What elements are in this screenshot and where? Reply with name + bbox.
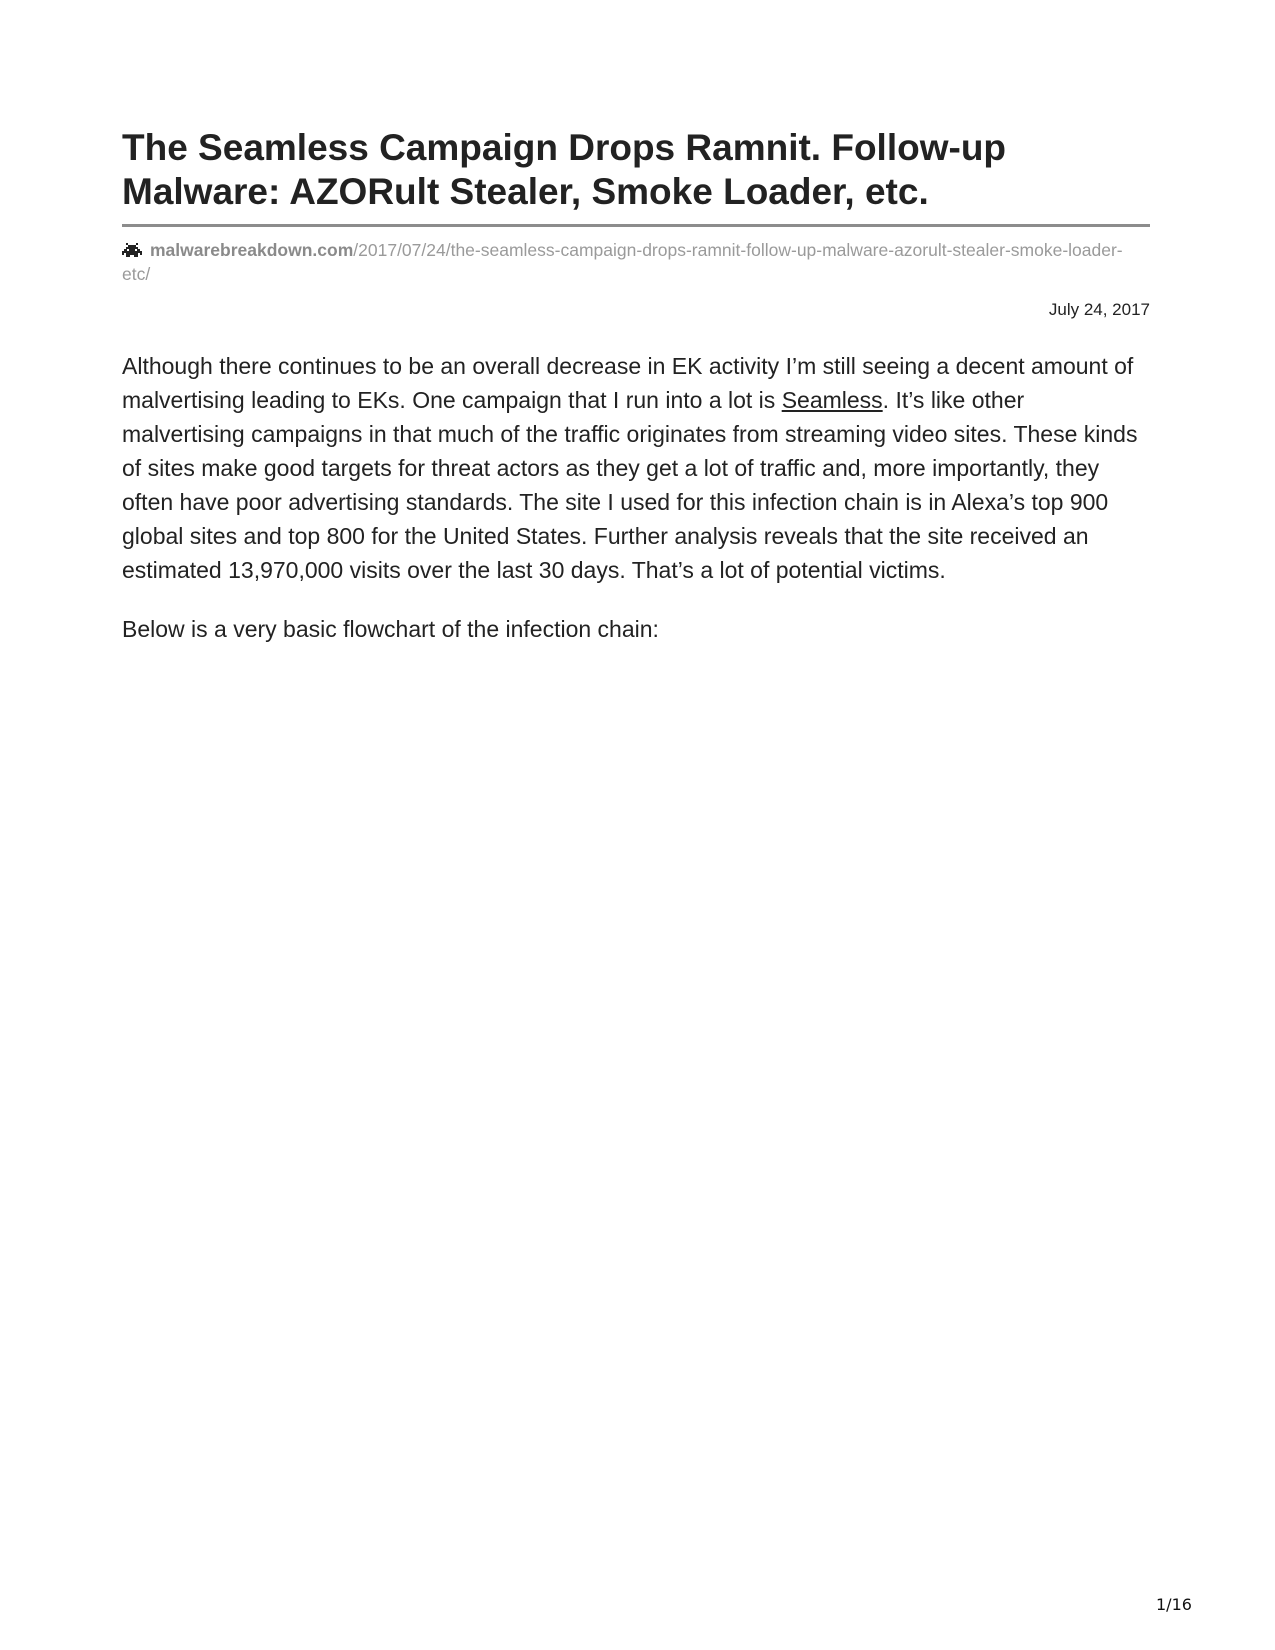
- title-divider: [122, 224, 1150, 227]
- article-title: The Seamless Campaign Drops Ramnit. Follow-up Malware: AZORult Stealer, Smoke Loader, etc.: [122, 127, 1007, 212]
- source-path: /2017/07/24/the-seamless-campaign-drops-ramnit-follow-up-malware-azorult-stealer-smoke-loader-etc/: [122, 240, 1123, 284]
- paragraph-intro: [122, 349, 1150, 587]
- seamless-link[interactable]: Seamless: [781, 387, 883, 413]
- publish-date: July 24, 2017: [1048, 300, 1150, 319]
- source-url[interactable]: [122, 238, 1150, 286]
- page-number: 1/16: [1156, 1595, 1192, 1614]
- source-domain: malwarebreakdown.com: [150, 240, 354, 260]
- paragraph-intro-text-start: Although there continues to be an overall decrease in EK activity I’m still seeing a decent amount of malvertising leading to EKs. One campaign that I run into a lot is: [122, 353, 1134, 413]
- paragraph-flowchart-intro: Below is a very basic flowchart of the infection chain:: [122, 616, 659, 642]
- article: [122, 126, 1150, 646]
- paragraph-intro-text-end: . It’s like other malvertising campaigns in that much of the traffic originates from streaming video sites. These kinds of sites make good targets for threat actors as they get a lot of traffic and, more importantly, they often have poor advertising standards. The site I used for this infection chain is in Alexa’s top 900 global sites and top 800 for the United States. Further analysis reveals that the site received an estimated 13,970,000 visits over the last 30 days. That’s a lot of potential victims.: [122, 387, 1138, 583]
- space-invader-icon: [122, 239, 142, 253]
